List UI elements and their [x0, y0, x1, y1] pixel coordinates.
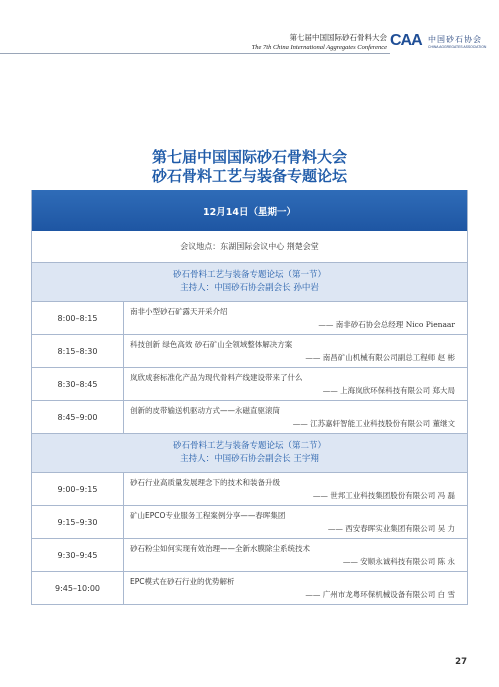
- talk-topic: EPC模式在砂石行业的优势解析: [130, 577, 235, 586]
- talk-content: [124, 401, 467, 433]
- table-row: [32, 539, 467, 572]
- header-rule: [0, 53, 390, 54]
- page-title-line1: 第七届中国国际砂石骨料大会: [151, 148, 347, 166]
- talk-content: [124, 302, 467, 334]
- talk-time: 9:00–9:15: [32, 473, 124, 505]
- talk-time: 8:45–9:00: [32, 401, 124, 433]
- caa-logo: [390, 32, 490, 52]
- session-header: [32, 263, 467, 302]
- talk-time: 8:00–8:15: [32, 302, 124, 334]
- session-host: 主持人：中国砂石协会副会长 王宇翔: [180, 454, 319, 464]
- page-number: 27: [455, 657, 467, 667]
- talk-speaker: —— 南非砂石协会总经理 Nico Pienaar: [318, 320, 455, 329]
- talk-time: 9:30–9:45: [32, 539, 124, 571]
- talk-content: [124, 368, 467, 400]
- talk-speaker: —— 安顺永诚科技有限公司 陈 永: [342, 557, 455, 566]
- talk-time: 8:15–8:30: [32, 335, 124, 367]
- talk-content: [124, 539, 467, 571]
- talk-topic: 创新的皮带输送机驱动方式——永磁直驱滚筒: [130, 406, 280, 415]
- talk-content: [124, 473, 467, 505]
- page-header: [0, 0, 499, 62]
- talk-topic: 砂石粉尘如何实现有效治理——全新水膜除尘系统技术: [130, 544, 310, 553]
- schedule-table: [31, 190, 468, 605]
- talk-speaker: —— 江苏嘉轩智能工业科技股份有限公司 董继文: [292, 419, 455, 428]
- logo-en: CHINA AGGREGATES ASSOCIATION: [428, 45, 487, 49]
- talk-speaker: —— 西安春晖实业集团有限公司 吴 力: [327, 524, 455, 533]
- talk-topic: 南非小型砂石矿露天开采介绍: [130, 307, 228, 316]
- table-row: [32, 401, 467, 434]
- session-name: 砂石骨料工艺与装备专题论坛（第一节）: [172, 270, 326, 280]
- session-header: [32, 434, 467, 473]
- talk-speaker: —— 广州市龙粤环保机械设备有限公司 白 雪: [305, 590, 455, 599]
- talk-time: 8:30–8:45: [32, 368, 124, 400]
- logo-cn: 中国砂石协会: [428, 35, 482, 44]
- talk-speaker: —— 南昌矿山机械有限公司副总工程师 赵 彬: [305, 353, 455, 362]
- venue: 会议地点：东湖国际会议中心 荆楚会堂: [32, 231, 467, 263]
- table-row: [32, 302, 467, 335]
- talk-topic: 矿山EPCO专业服务工程案例分享——春晖集团: [130, 511, 286, 520]
- table-row: [32, 572, 467, 605]
- talk-speaker: —— 世邦工业科技集团股份有限公司 冯 磊: [312, 491, 455, 500]
- page-title-line2: 砂石骨料工艺与装备专题论坛: [151, 167, 347, 185]
- logo-letters: CAA: [390, 32, 422, 49]
- talk-topic: 砂石行业高质量发展理念下的技术和装备升级: [130, 478, 280, 487]
- talk-topic: 岚欣成套标准化产品为现代骨料产线建设带来了什么: [130, 373, 303, 382]
- talk-content: [124, 572, 467, 604]
- talk-content: [124, 335, 467, 367]
- date-bar: 12月14日（星期一）: [32, 190, 467, 231]
- table-row: [32, 335, 467, 368]
- header-text: [252, 33, 387, 52]
- session-name: 砂石骨料工艺与装备专题论坛（第二节）: [172, 441, 326, 451]
- talk-time: 9:45–10:00: [32, 572, 124, 604]
- session-host: 主持人：中国砂石协会副会长 孙中岩: [180, 283, 319, 293]
- talk-topic: 科技创新 绿色高效 砂石矿山全领域整体解决方案: [130, 340, 293, 349]
- table-row: [32, 473, 467, 506]
- table-row: [32, 506, 467, 539]
- talk-time: 9:15–9:30: [32, 506, 124, 538]
- header-conference-cn: 第七届中国国际砂石骨料大会: [289, 33, 387, 42]
- header-conference-en: The 7th China International Aggregates Conference: [251, 44, 387, 51]
- talk-speaker: —— 上海岚欣环保科技有限公司 郑大局: [322, 386, 455, 395]
- talk-content: [124, 506, 467, 538]
- table-row: [32, 368, 467, 401]
